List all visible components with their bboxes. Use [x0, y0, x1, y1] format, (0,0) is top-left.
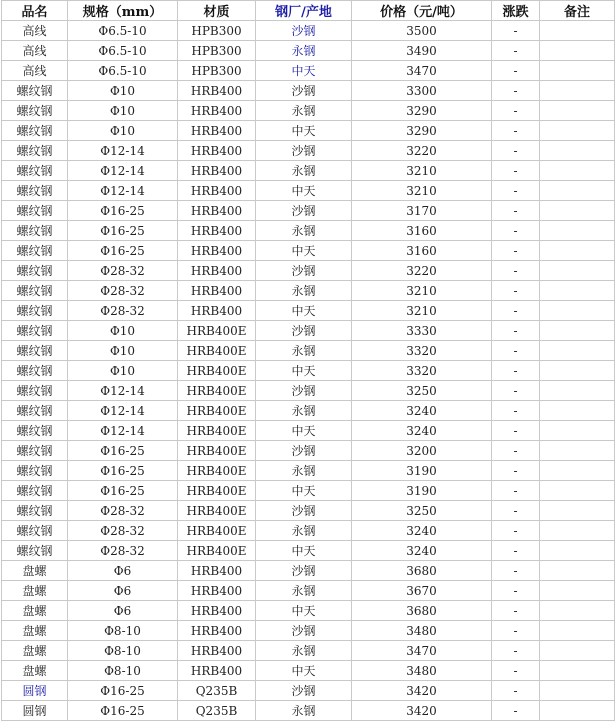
spec-cell: Φ12-14 [68, 381, 178, 401]
note-cell [540, 161, 615, 181]
product-cell: 螺纹钢 [2, 241, 68, 261]
material-cell: HRB400 [178, 221, 256, 241]
change-cell: - [492, 561, 540, 581]
table-row [2, 41, 615, 61]
material-cell: HPB300 [178, 61, 256, 81]
spec-cell: Φ10 [68, 341, 178, 361]
spec-cell: Φ16-25 [68, 241, 178, 261]
note-cell [540, 681, 615, 701]
material-cell: HPB300 [178, 21, 256, 41]
price-cell: 3170 [352, 201, 492, 221]
note-cell [540, 441, 615, 461]
price-cell: 3240 [352, 421, 492, 441]
change-cell: - [492, 41, 540, 61]
mill-cell: 永钢 [256, 401, 352, 421]
spec-cell: Φ6 [68, 561, 178, 581]
material-cell: HRB400 [178, 281, 256, 301]
material-cell: HRB400E [178, 541, 256, 561]
spec-cell: Φ12-14 [68, 401, 178, 421]
change-cell: - [492, 581, 540, 601]
note-cell [540, 141, 615, 161]
note-cell [540, 381, 615, 401]
change-cell: - [492, 321, 540, 341]
product-cell: 螺纹钢 [2, 341, 68, 361]
product-cell: 螺纹钢 [2, 461, 68, 481]
table-row [2, 201, 615, 221]
note-cell [540, 581, 615, 601]
table-row [2, 61, 615, 81]
header-product: 品名 [2, 1, 68, 21]
spec-cell: Φ16-25 [68, 681, 178, 701]
note-cell [540, 41, 615, 61]
table-row [2, 481, 615, 501]
note-cell [540, 221, 615, 241]
material-cell: HRB400 [178, 181, 256, 201]
note-cell [540, 241, 615, 261]
spec-cell: Φ10 [68, 361, 178, 381]
material-cell: HRB400 [178, 81, 256, 101]
table-row [2, 401, 615, 421]
product-cell: 高线 [2, 21, 68, 41]
material-cell: HRB400 [178, 201, 256, 221]
spec-cell: Φ16-25 [68, 701, 178, 721]
spec-cell: Φ28-32 [68, 501, 178, 521]
material-cell: HRB400E [178, 501, 256, 521]
note-cell [540, 461, 615, 481]
price-cell: 3320 [352, 361, 492, 381]
change-cell: - [492, 461, 540, 481]
product-cell: 盘螺 [2, 601, 68, 621]
mill-cell: 永钢 [256, 581, 352, 601]
material-cell: HRB400E [178, 341, 256, 361]
table-row [2, 101, 615, 121]
product-cell: 盘螺 [2, 661, 68, 681]
change-cell: - [492, 301, 540, 321]
material-cell: HRB400 [178, 241, 256, 261]
mill-cell: 沙钢 [256, 561, 352, 581]
price-cell: 3240 [352, 541, 492, 561]
spec-cell: Φ6 [68, 601, 178, 621]
table-row [2, 81, 615, 101]
price-cell: 3220 [352, 261, 492, 281]
spec-cell: Φ16-25 [68, 461, 178, 481]
note-cell [540, 661, 615, 681]
price-cell: 3160 [352, 221, 492, 241]
mill-cell: 沙钢 [256, 621, 352, 641]
price-cell: 3290 [352, 121, 492, 141]
product-cell: 螺纹钢 [2, 101, 68, 121]
product-cell: 螺纹钢 [2, 81, 68, 101]
material-cell: HRB400E [178, 381, 256, 401]
change-cell: - [492, 601, 540, 621]
material-cell: HRB400E [178, 401, 256, 421]
product-cell[interactable]: 圆钢 [2, 681, 68, 701]
material-cell: HRB400 [178, 121, 256, 141]
change-cell: - [492, 481, 540, 501]
table-row [2, 501, 615, 521]
mill-cell: 永钢 [256, 521, 352, 541]
change-cell: - [492, 521, 540, 541]
material-cell: HRB400E [178, 361, 256, 381]
change-cell: - [492, 101, 540, 121]
material-cell: HRB400 [178, 101, 256, 121]
note-cell [540, 601, 615, 621]
product-cell: 螺纹钢 [2, 521, 68, 541]
mill-cell: 沙钢 [256, 141, 352, 161]
material-cell: HRB400 [178, 141, 256, 161]
table-row [2, 521, 615, 541]
change-cell: - [492, 121, 540, 141]
table-row [2, 21, 615, 41]
note-cell [540, 341, 615, 361]
mill-cell: 中天 [256, 301, 352, 321]
change-cell: - [492, 421, 540, 441]
table-row [2, 261, 615, 281]
change-cell: - [492, 241, 540, 261]
product-cell: 螺纹钢 [2, 121, 68, 141]
note-cell [540, 541, 615, 561]
change-cell: - [492, 361, 540, 381]
price-cell: 3420 [352, 681, 492, 701]
table-row [2, 321, 615, 341]
header-row [2, 1, 615, 21]
mill-cell: 沙钢 [256, 201, 352, 221]
table-row [2, 661, 615, 681]
note-cell [540, 301, 615, 321]
product-cell: 高线 [2, 61, 68, 81]
product-cell: 盘螺 [2, 561, 68, 581]
mill-cell: 中天 [256, 181, 352, 201]
product-cell: 螺纹钢 [2, 361, 68, 381]
table-row [2, 301, 615, 321]
spec-cell: Φ12-14 [68, 181, 178, 201]
table-row [2, 221, 615, 241]
price-cell: 3220 [352, 141, 492, 161]
table-row [2, 361, 615, 381]
product-cell: 螺纹钢 [2, 301, 68, 321]
change-cell: - [492, 641, 540, 661]
mill-cell: 永钢 [256, 221, 352, 241]
change-cell: - [492, 61, 540, 81]
product-cell: 螺纹钢 [2, 501, 68, 521]
price-cell: 3210 [352, 301, 492, 321]
product-cell: 螺纹钢 [2, 381, 68, 401]
price-cell: 3210 [352, 181, 492, 201]
mill-cell: 永钢 [256, 641, 352, 661]
material-cell: HRB400E [178, 461, 256, 481]
mill-cell: 永钢 [256, 701, 352, 721]
spec-cell: Φ12-14 [68, 141, 178, 161]
table-row [2, 581, 615, 601]
header-mill[interactable]: 钢厂/产地 [256, 1, 352, 21]
product-cell: 圆钢 [2, 701, 68, 721]
change-cell: - [492, 261, 540, 281]
spec-cell: Φ10 [68, 101, 178, 121]
mill-cell: 中天 [256, 421, 352, 441]
product-cell: 螺纹钢 [2, 141, 68, 161]
material-cell: HRB400 [178, 301, 256, 321]
material-cell: HRB400E [178, 421, 256, 441]
change-cell: - [492, 701, 540, 721]
change-cell: - [492, 681, 540, 701]
mill-cell: 永钢 [256, 341, 352, 361]
change-cell: - [492, 181, 540, 201]
table-row [2, 421, 615, 441]
mill-cell[interactable]: 沙钢 [256, 21, 352, 41]
note-cell [540, 521, 615, 541]
spec-cell: Φ28-32 [68, 281, 178, 301]
mill-cell: 沙钢 [256, 681, 352, 701]
mill-cell[interactable]: 中天 [256, 61, 352, 81]
note-cell [540, 61, 615, 81]
note-cell [540, 261, 615, 281]
mill-cell: 永钢 [256, 281, 352, 301]
spec-cell: Φ16-25 [68, 441, 178, 461]
table-row [2, 381, 615, 401]
table-row [2, 621, 615, 641]
material-cell: Q235B [178, 681, 256, 701]
spec-cell: Φ10 [68, 321, 178, 341]
material-cell: HRB400 [178, 561, 256, 581]
price-cell: 3190 [352, 461, 492, 481]
spec-cell: Φ16-25 [68, 481, 178, 501]
table-row [2, 541, 615, 561]
note-cell [540, 401, 615, 421]
product-cell: 盘螺 [2, 641, 68, 661]
mill-cell: 沙钢 [256, 381, 352, 401]
note-cell [540, 641, 615, 661]
spec-cell: Φ28-32 [68, 301, 178, 321]
table-row [2, 561, 615, 581]
price-cell: 3210 [352, 161, 492, 181]
price-cell: 3330 [352, 321, 492, 341]
material-cell: HRB400 [178, 261, 256, 281]
change-cell: - [492, 221, 540, 241]
product-cell: 螺纹钢 [2, 181, 68, 201]
note-cell [540, 501, 615, 521]
product-cell: 螺纹钢 [2, 401, 68, 421]
spec-cell: Φ28-32 [68, 521, 178, 541]
note-cell [540, 361, 615, 381]
price-cell: 3480 [352, 621, 492, 641]
mill-cell: 中天 [256, 541, 352, 561]
mill-cell: 沙钢 [256, 81, 352, 101]
material-cell: HRB400 [178, 161, 256, 181]
spec-cell: Φ6.5-10 [68, 41, 178, 61]
product-cell: 螺纹钢 [2, 481, 68, 501]
table-row [2, 341, 615, 361]
change-cell: - [492, 281, 540, 301]
mill-cell: 中天 [256, 601, 352, 621]
product-cell: 螺纹钢 [2, 421, 68, 441]
material-cell: Q235B [178, 701, 256, 721]
table-row [2, 701, 615, 721]
change-cell: - [492, 621, 540, 641]
table-row [2, 181, 615, 201]
mill-cell: 中天 [256, 361, 352, 381]
change-cell: - [492, 341, 540, 361]
change-cell: - [492, 541, 540, 561]
note-cell [540, 421, 615, 441]
spec-cell: Φ8-10 [68, 661, 178, 681]
mill-cell: 永钢 [256, 161, 352, 181]
product-cell: 螺纹钢 [2, 541, 68, 561]
note-cell [540, 121, 615, 141]
note-cell [540, 201, 615, 221]
price-cell: 3300 [352, 81, 492, 101]
spec-cell: Φ16-25 [68, 221, 178, 241]
spec-cell: Φ10 [68, 121, 178, 141]
price-cell: 3160 [352, 241, 492, 261]
note-cell [540, 21, 615, 41]
mill-cell: 中天 [256, 661, 352, 681]
price-cell: 3470 [352, 641, 492, 661]
product-cell: 高线 [2, 41, 68, 61]
spec-cell: Φ12-14 [68, 161, 178, 181]
table-row [2, 161, 615, 181]
mill-cell: 永钢 [256, 101, 352, 121]
note-cell [540, 321, 615, 341]
price-cell: 3190 [352, 481, 492, 501]
mill-cell[interactable]: 永钢 [256, 41, 352, 61]
product-cell: 螺纹钢 [2, 321, 68, 341]
table-row [2, 241, 615, 261]
mill-cell: 沙钢 [256, 321, 352, 341]
spec-cell: Φ6 [68, 581, 178, 601]
material-cell: HRB400E [178, 441, 256, 461]
note-cell [540, 621, 615, 641]
price-cell: 3250 [352, 381, 492, 401]
change-cell: - [492, 401, 540, 421]
change-cell: - [492, 381, 540, 401]
price-cell: 3290 [352, 101, 492, 121]
material-cell: HRB400E [178, 521, 256, 541]
change-cell: - [492, 501, 540, 521]
mill-cell: 中天 [256, 241, 352, 261]
note-cell [540, 181, 615, 201]
note-cell [540, 481, 615, 501]
mill-cell: 沙钢 [256, 441, 352, 461]
table-row [2, 281, 615, 301]
header-change: 涨跌 [492, 1, 540, 21]
spec-cell: Φ28-32 [68, 541, 178, 561]
material-cell: HRB400 [178, 581, 256, 601]
table-row [2, 681, 615, 701]
note-cell [540, 281, 615, 301]
price-cell: 3320 [352, 341, 492, 361]
price-cell: 3490 [352, 41, 492, 61]
spec-cell: Φ6.5-10 [68, 61, 178, 81]
material-cell: HRB400 [178, 601, 256, 621]
price-cell: 3200 [352, 441, 492, 461]
spec-cell: Φ12-14 [68, 421, 178, 441]
material-cell: HPB300 [178, 41, 256, 61]
spec-cell: Φ16-25 [68, 201, 178, 221]
mill-cell: 永钢 [256, 461, 352, 481]
spec-cell: Φ6.5-10 [68, 21, 178, 41]
header-material: 材质 [178, 1, 256, 21]
product-cell: 螺纹钢 [2, 441, 68, 461]
price-cell: 3480 [352, 661, 492, 681]
price-cell: 3670 [352, 581, 492, 601]
material-cell: HRB400 [178, 661, 256, 681]
product-cell: 盘螺 [2, 581, 68, 601]
spec-cell: Φ8-10 [68, 621, 178, 641]
note-cell [540, 561, 615, 581]
spec-cell: Φ10 [68, 81, 178, 101]
change-cell: - [492, 441, 540, 461]
note-cell [540, 701, 615, 721]
mill-cell: 中天 [256, 481, 352, 501]
mill-cell: 沙钢 [256, 261, 352, 281]
table-row [2, 121, 615, 141]
note-cell [540, 101, 615, 121]
change-cell: - [492, 81, 540, 101]
price-cell: 3500 [352, 21, 492, 41]
spec-cell: Φ28-32 [68, 261, 178, 281]
price-cell: 3420 [352, 701, 492, 721]
product-cell: 螺纹钢 [2, 281, 68, 301]
header-price: 价格（元/吨） [352, 1, 492, 21]
change-cell: - [492, 661, 540, 681]
table-row [2, 641, 615, 661]
change-cell: - [492, 201, 540, 221]
steel-price-table [1, 0, 615, 721]
product-cell: 螺纹钢 [2, 221, 68, 241]
price-cell: 3680 [352, 561, 492, 581]
mill-cell: 沙钢 [256, 501, 352, 521]
change-cell: - [492, 21, 540, 41]
material-cell: HRB400E [178, 321, 256, 341]
product-cell: 螺纹钢 [2, 261, 68, 281]
material-cell: HRB400 [178, 621, 256, 641]
table-row [2, 461, 615, 481]
price-cell: 3680 [352, 601, 492, 621]
header-note: 备注 [540, 1, 615, 21]
price-cell: 3240 [352, 521, 492, 541]
material-cell: HRB400E [178, 481, 256, 501]
material-cell: HRB400 [178, 641, 256, 661]
product-cell: 螺纹钢 [2, 201, 68, 221]
price-cell: 3250 [352, 501, 492, 521]
product-cell: 盘螺 [2, 621, 68, 641]
table-row [2, 141, 615, 161]
change-cell: - [492, 141, 540, 161]
table-row [2, 441, 615, 461]
product-cell: 螺纹钢 [2, 161, 68, 181]
spec-cell: Φ8-10 [68, 641, 178, 661]
price-cell: 3240 [352, 401, 492, 421]
header-spec: 规格（mm） [68, 1, 178, 21]
mill-cell: 中天 [256, 121, 352, 141]
price-cell: 3470 [352, 61, 492, 81]
change-cell: - [492, 161, 540, 181]
note-cell [540, 81, 615, 101]
table-row [2, 601, 615, 621]
price-cell: 3210 [352, 281, 492, 301]
